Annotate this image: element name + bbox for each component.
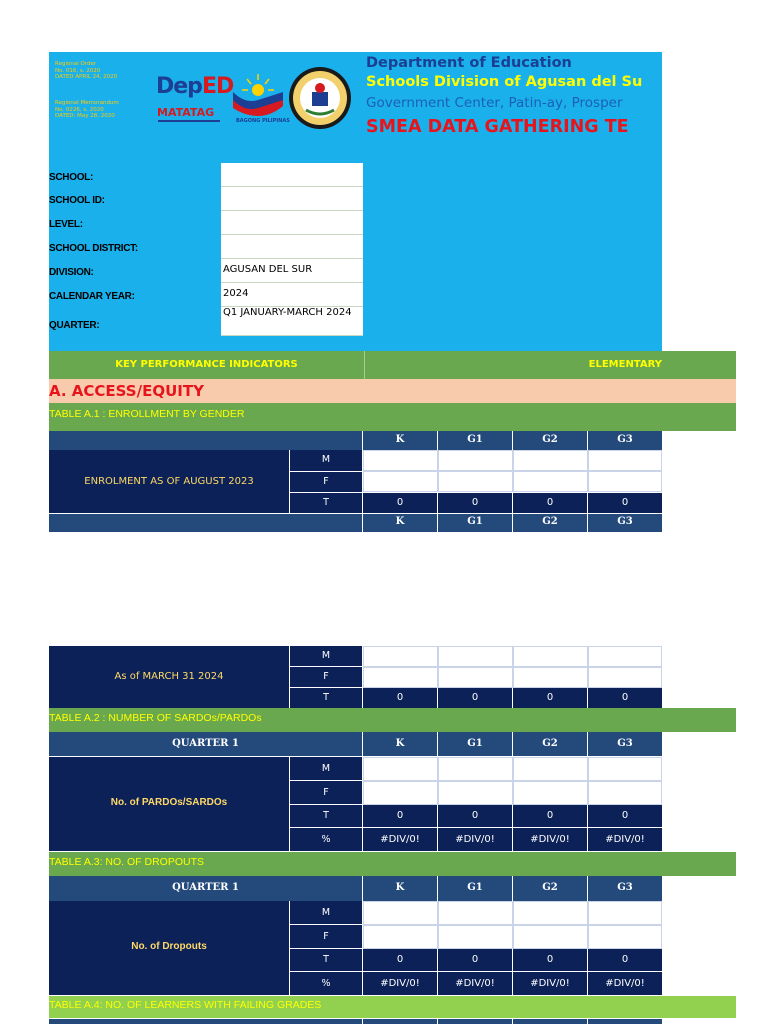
a3-pct-g2: #DIV/0! (513, 972, 587, 995)
org-division-name: Schools Division of Agusan del Su (366, 74, 643, 90)
a3-grade-header-g1: G1 (438, 876, 512, 901)
a3-pct-g1: #DIV/0! (438, 972, 512, 995)
a3-pct-k: #DIV/0! (363, 972, 437, 995)
a1-m-g1-input[interactable] (438, 450, 513, 471)
a1-total-g3: 0 (588, 493, 662, 513)
a3-grade-header-k: K (363, 876, 437, 901)
field-label-school-id: SCHOOL ID: (49, 195, 105, 206)
a3-m-g2-input[interactable] (513, 901, 588, 925)
sheet-title: SMEA DATA GATHERING TE (366, 117, 629, 137)
a2-pct-g3: #DIV/0! (588, 828, 662, 851)
march-f-g3-input[interactable] (588, 667, 662, 688)
a2-m-g2-input[interactable] (513, 757, 588, 781)
march-total-g3: 0 (588, 688, 662, 708)
matatag-underline (158, 120, 220, 122)
a3-f-g1-input[interactable] (438, 925, 513, 949)
grade-footer-k: K (363, 514, 437, 532)
field-label-calendar-year: CALENDAR YEAR: (49, 291, 135, 302)
a2-f-k-input[interactable] (363, 781, 438, 805)
march-row-label: As of MARCH 31 2024 (114, 671, 224, 682)
a2-pct-g2: #DIV/0! (513, 828, 587, 851)
march-total-g1: 0 (438, 688, 512, 708)
table-a1-title: TABLE A.1 : ENROLLMENT BY GENDER (49, 408, 245, 420)
a3-m-g3-input[interactable] (588, 901, 662, 925)
a2-total-g1: 0 (438, 805, 512, 827)
a2-f-g2-input[interactable] (513, 781, 588, 805)
field-label-level: LEVEL: (49, 219, 83, 230)
a3-pct-label: % (290, 972, 362, 995)
march-f-g1-input[interactable] (438, 667, 513, 688)
a1-total-g1: 0 (438, 493, 512, 513)
regional-order-note: Regional Order No. 016, s. 2020 DATED APRIL 24, 2020 (55, 61, 118, 80)
table-a4-title: TABLE A.4: NO. OF LEARNERS WITH FAILING GRADES (49, 999, 322, 1011)
a1-total-g2: 0 (513, 493, 587, 513)
a2-f-g1-input[interactable] (438, 781, 513, 805)
a1-m-g3-input[interactable] (588, 450, 662, 471)
a2-f-label: F (290, 781, 362, 804)
march-m-g3-input[interactable] (588, 646, 662, 667)
march-total-g2: 0 (513, 688, 587, 708)
field-label-school-district: SCHOOL DISTRICT: (49, 243, 138, 254)
a4-grade-header-k-partial (363, 1019, 437, 1024)
a3-grade-header-g2: G2 (513, 876, 587, 901)
a2-t-label: T (290, 805, 362, 827)
march-f-label: F (290, 667, 362, 687)
grade-footer-g2: G2 (513, 514, 587, 532)
grade-footer-g3: G3 (588, 514, 662, 532)
march-m-label: M (290, 646, 362, 666)
a1-f-g2-input[interactable] (513, 471, 588, 492)
a3-pct-g3: #DIV/0! (588, 972, 662, 995)
a2-m-label: M (290, 757, 362, 780)
division-field[interactable]: AGUSAN DEL SUR (221, 259, 363, 283)
a2-pct-k: #DIV/0! (363, 828, 437, 851)
a2-total-k: 0 (363, 805, 437, 827)
march-m-g1-input[interactable] (438, 646, 513, 667)
table-a4-header-partial (49, 1019, 362, 1024)
grade-header-g1: G1 (438, 431, 512, 450)
march-f-g2-input[interactable] (513, 667, 588, 688)
march-total-k: 0 (363, 688, 437, 708)
a2-pct-g1: #DIV/0! (438, 828, 512, 851)
a4-grade-header-g3-partial (588, 1019, 662, 1024)
a3-f-label: F (290, 925, 362, 948)
org-department-name: Department of Education (366, 55, 572, 71)
regional-memorandum-note: Regional Memorandum No. 0226, s. 2020 DATED: May 28, 2020 (55, 100, 119, 119)
field-label-quarter: QUARTER: (49, 320, 100, 331)
a1-m-g2-input[interactable] (513, 450, 588, 471)
a3-m-g1-input[interactable] (438, 901, 513, 925)
table-a1-footer-blank (49, 514, 362, 532)
a1-m-k-input[interactable] (363, 450, 438, 471)
a3-m-k-input[interactable] (363, 901, 438, 925)
march-t-label: T (290, 688, 362, 708)
school-id-field[interactable] (221, 187, 363, 211)
a3-grade-header-g3: G3 (588, 876, 662, 901)
division-seal-icon (288, 66, 352, 130)
march-m-k-input[interactable] (363, 646, 438, 667)
a3-row-label: No. of Dropouts (131, 941, 207, 952)
grade-header-g2: G2 (513, 431, 587, 450)
bagong-pilipinas-label: BAGONG PILIPINAS (236, 118, 290, 124)
matatag-logo: MATATAG (157, 106, 215, 119)
row-t-label: T (290, 493, 362, 513)
bagong-pilipinas-logo-icon (231, 70, 285, 118)
table-a2-quarter-header: QUARTER 1 (49, 732, 362, 756)
table-a3-quarter-header: QUARTER 1 (49, 876, 362, 901)
a2-pct-label: % (290, 828, 362, 851)
a2-m-g3-input[interactable] (588, 757, 662, 781)
a2-total-g3: 0 (588, 805, 662, 827)
grade-header-k: K (363, 431, 437, 450)
a2-total-g2: 0 (513, 805, 587, 827)
a3-f-g2-input[interactable] (513, 925, 588, 949)
a2-grade-header-g2: G2 (513, 732, 587, 756)
a2-m-g1-input[interactable] (438, 757, 513, 781)
school-district-field[interactable] (221, 235, 363, 259)
a3-f-k-input[interactable] (363, 925, 438, 949)
a2-grade-header-g1: G1 (438, 732, 512, 756)
a4-grade-header-g2-partial (513, 1019, 587, 1024)
a3-total-g3: 0 (588, 949, 662, 971)
kpi-right-header: ELEMENTARY (588, 359, 662, 370)
org-address: Government Center, Patin-ay, Prosper (366, 95, 623, 111)
table-a1-header-blank (49, 431, 362, 450)
a4-grade-header-g1-partial (438, 1019, 512, 1024)
a1-f-g3-input[interactable] (588, 471, 662, 492)
kpi-left-header: KEY PERFORMANCE INDICATORS (115, 359, 298, 370)
a3-m-label: M (290, 901, 362, 924)
field-label-school: SCHOOL: (49, 172, 94, 183)
a3-f-g3-input[interactable] (588, 925, 662, 949)
school-field[interactable] (221, 163, 363, 187)
table-a1-row-label: ENROLMENT AS OF AUGUST 2023 (84, 476, 254, 487)
grade-header-g3: G3 (588, 431, 662, 450)
a2-f-g3-input[interactable] (588, 781, 662, 805)
row-f-label: F (290, 472, 362, 492)
a1-f-k-input[interactable] (363, 471, 438, 492)
table-a3-title: TABLE A.3: NO. OF DROPOUTS (49, 856, 205, 868)
section-a-title: A. ACCESS/EQUITY (49, 382, 204, 400)
a1-total-k: 0 (363, 493, 437, 513)
table-a2-title: TABLE A.2 : NUMBER OF SARDOs/PARDOs (49, 712, 262, 724)
a1-f-g1-input[interactable] (438, 471, 513, 492)
quarter-field[interactable]: Q1 JANUARY-MARCH 2024 (221, 307, 363, 336)
level-field[interactable] (221, 211, 363, 235)
a2-grade-header-g3: G3 (588, 732, 662, 756)
calendar-year-field[interactable]: 2024 (221, 283, 363, 307)
kpi-divider (364, 351, 365, 379)
a2-grade-header-k: K (363, 732, 437, 756)
row-m-label: M (290, 450, 362, 471)
march-m-g2-input[interactable] (513, 646, 588, 667)
a3-total-g1: 0 (438, 949, 512, 971)
grade-footer-g1: G1 (438, 514, 512, 532)
march-f-k-input[interactable] (363, 667, 438, 688)
a3-total-k: 0 (363, 949, 437, 971)
a2-m-k-input[interactable] (363, 757, 438, 781)
field-label-division: DIVISION: (49, 267, 94, 278)
deped-logo: DepED (156, 74, 234, 99)
a2-row-label: No. of PARDOs/SARDOs (110, 797, 228, 808)
a3-total-g2: 0 (513, 949, 587, 971)
a3-t-label: T (290, 949, 362, 971)
